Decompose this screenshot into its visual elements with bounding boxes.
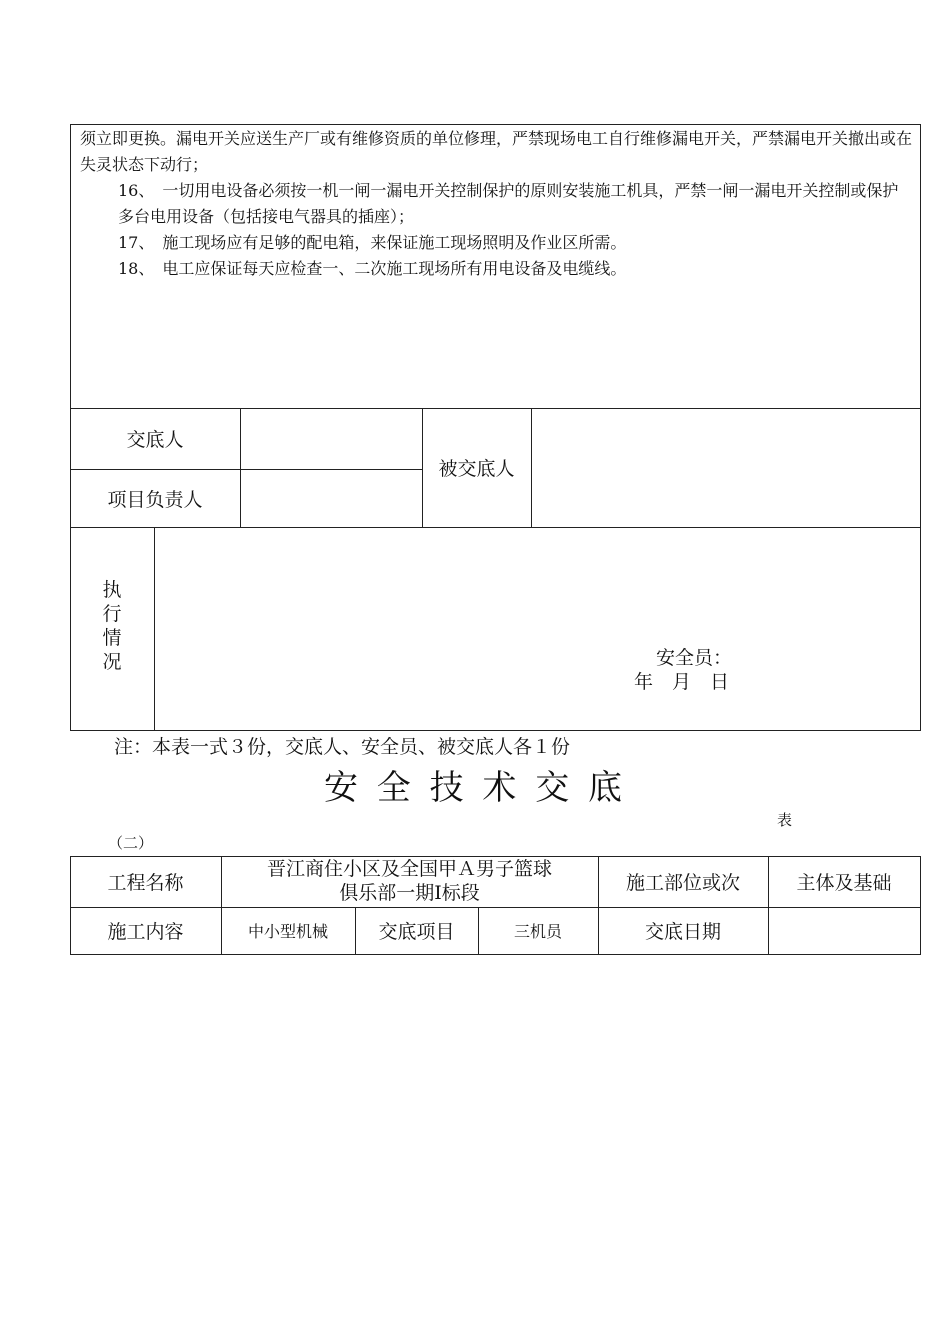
content-paragraph: 须立即更换。漏电开关应送生产厂或有维修资质的单位修理，严禁现场电工自行维修漏电开关，严禁漏电开关撤出或在失灵状态下动行；: [80, 129, 913, 174]
project-name-value: [221, 856, 598, 907]
project-name-value-line: 俱乐部一期Ⅰ标段: [339, 882, 480, 904]
recipient-label: 被交底人: [438, 458, 515, 480]
safety-officer-label: 安全员：: [656, 647, 733, 669]
execution-label: [70, 578, 154, 674]
location-label: 施工部位或次: [625, 872, 740, 894]
date-label: 年 月 日: [634, 671, 730, 693]
project-name-label: 工程名称: [107, 872, 184, 894]
execution-label-char: 情: [102, 627, 122, 649]
disclosure-date-field[interactable]: [768, 907, 920, 954]
table-number: （二）: [108, 834, 154, 852]
discloser-signature-field[interactable]: [241, 409, 421, 468]
item-value: 三机员: [513, 922, 562, 941]
execution-label-char: 行: [102, 603, 122, 625]
execution-label-char: 执: [102, 579, 122, 601]
content-value: 中小型机械: [247, 922, 328, 941]
content-text-block: [80, 126, 914, 282]
table-label: 表: [777, 811, 793, 829]
project-leader-label: 项目负责人: [107, 488, 203, 511]
disclosure-date-label: 交底日期: [644, 921, 721, 943]
page-title: 安 全 技 术 交 底: [323, 768, 627, 808]
discloser-label: 交底人: [126, 429, 184, 451]
project-name-value-line: 晋江商住小区及全国甲Ａ男子篮球: [266, 858, 552, 880]
project-leader-signature-field[interactable]: [241, 470, 421, 526]
execution-label-char: 况: [102, 651, 122, 673]
content-paragraph: 18、 电工应保证每天应检查一、二次施工现场所有用电设备及电缆线。: [118, 259, 627, 278]
content-paragraph: 16、 一切用电设备必须按一机一闸一漏电开关控制保护的原则安装施工机具，严禁一闸一漏电开关控制或保护多台电用设备（包括接电气器具的插座）；: [118, 181, 899, 226]
content-paragraph: 17、 施工现场应有足够的配电箱，来保证施工现场照明及作业区所需。: [118, 233, 627, 252]
form-note: 注：本表一式３份，交底人、安全员、被交底人各１份: [114, 736, 571, 758]
location-value: 主体及基础: [796, 872, 892, 894]
item-label: 交底项目: [378, 921, 455, 943]
content-label: 施工内容: [107, 921, 184, 943]
execution-field[interactable]: [156, 529, 919, 729]
recipient-signature-field[interactable]: [532, 409, 919, 526]
